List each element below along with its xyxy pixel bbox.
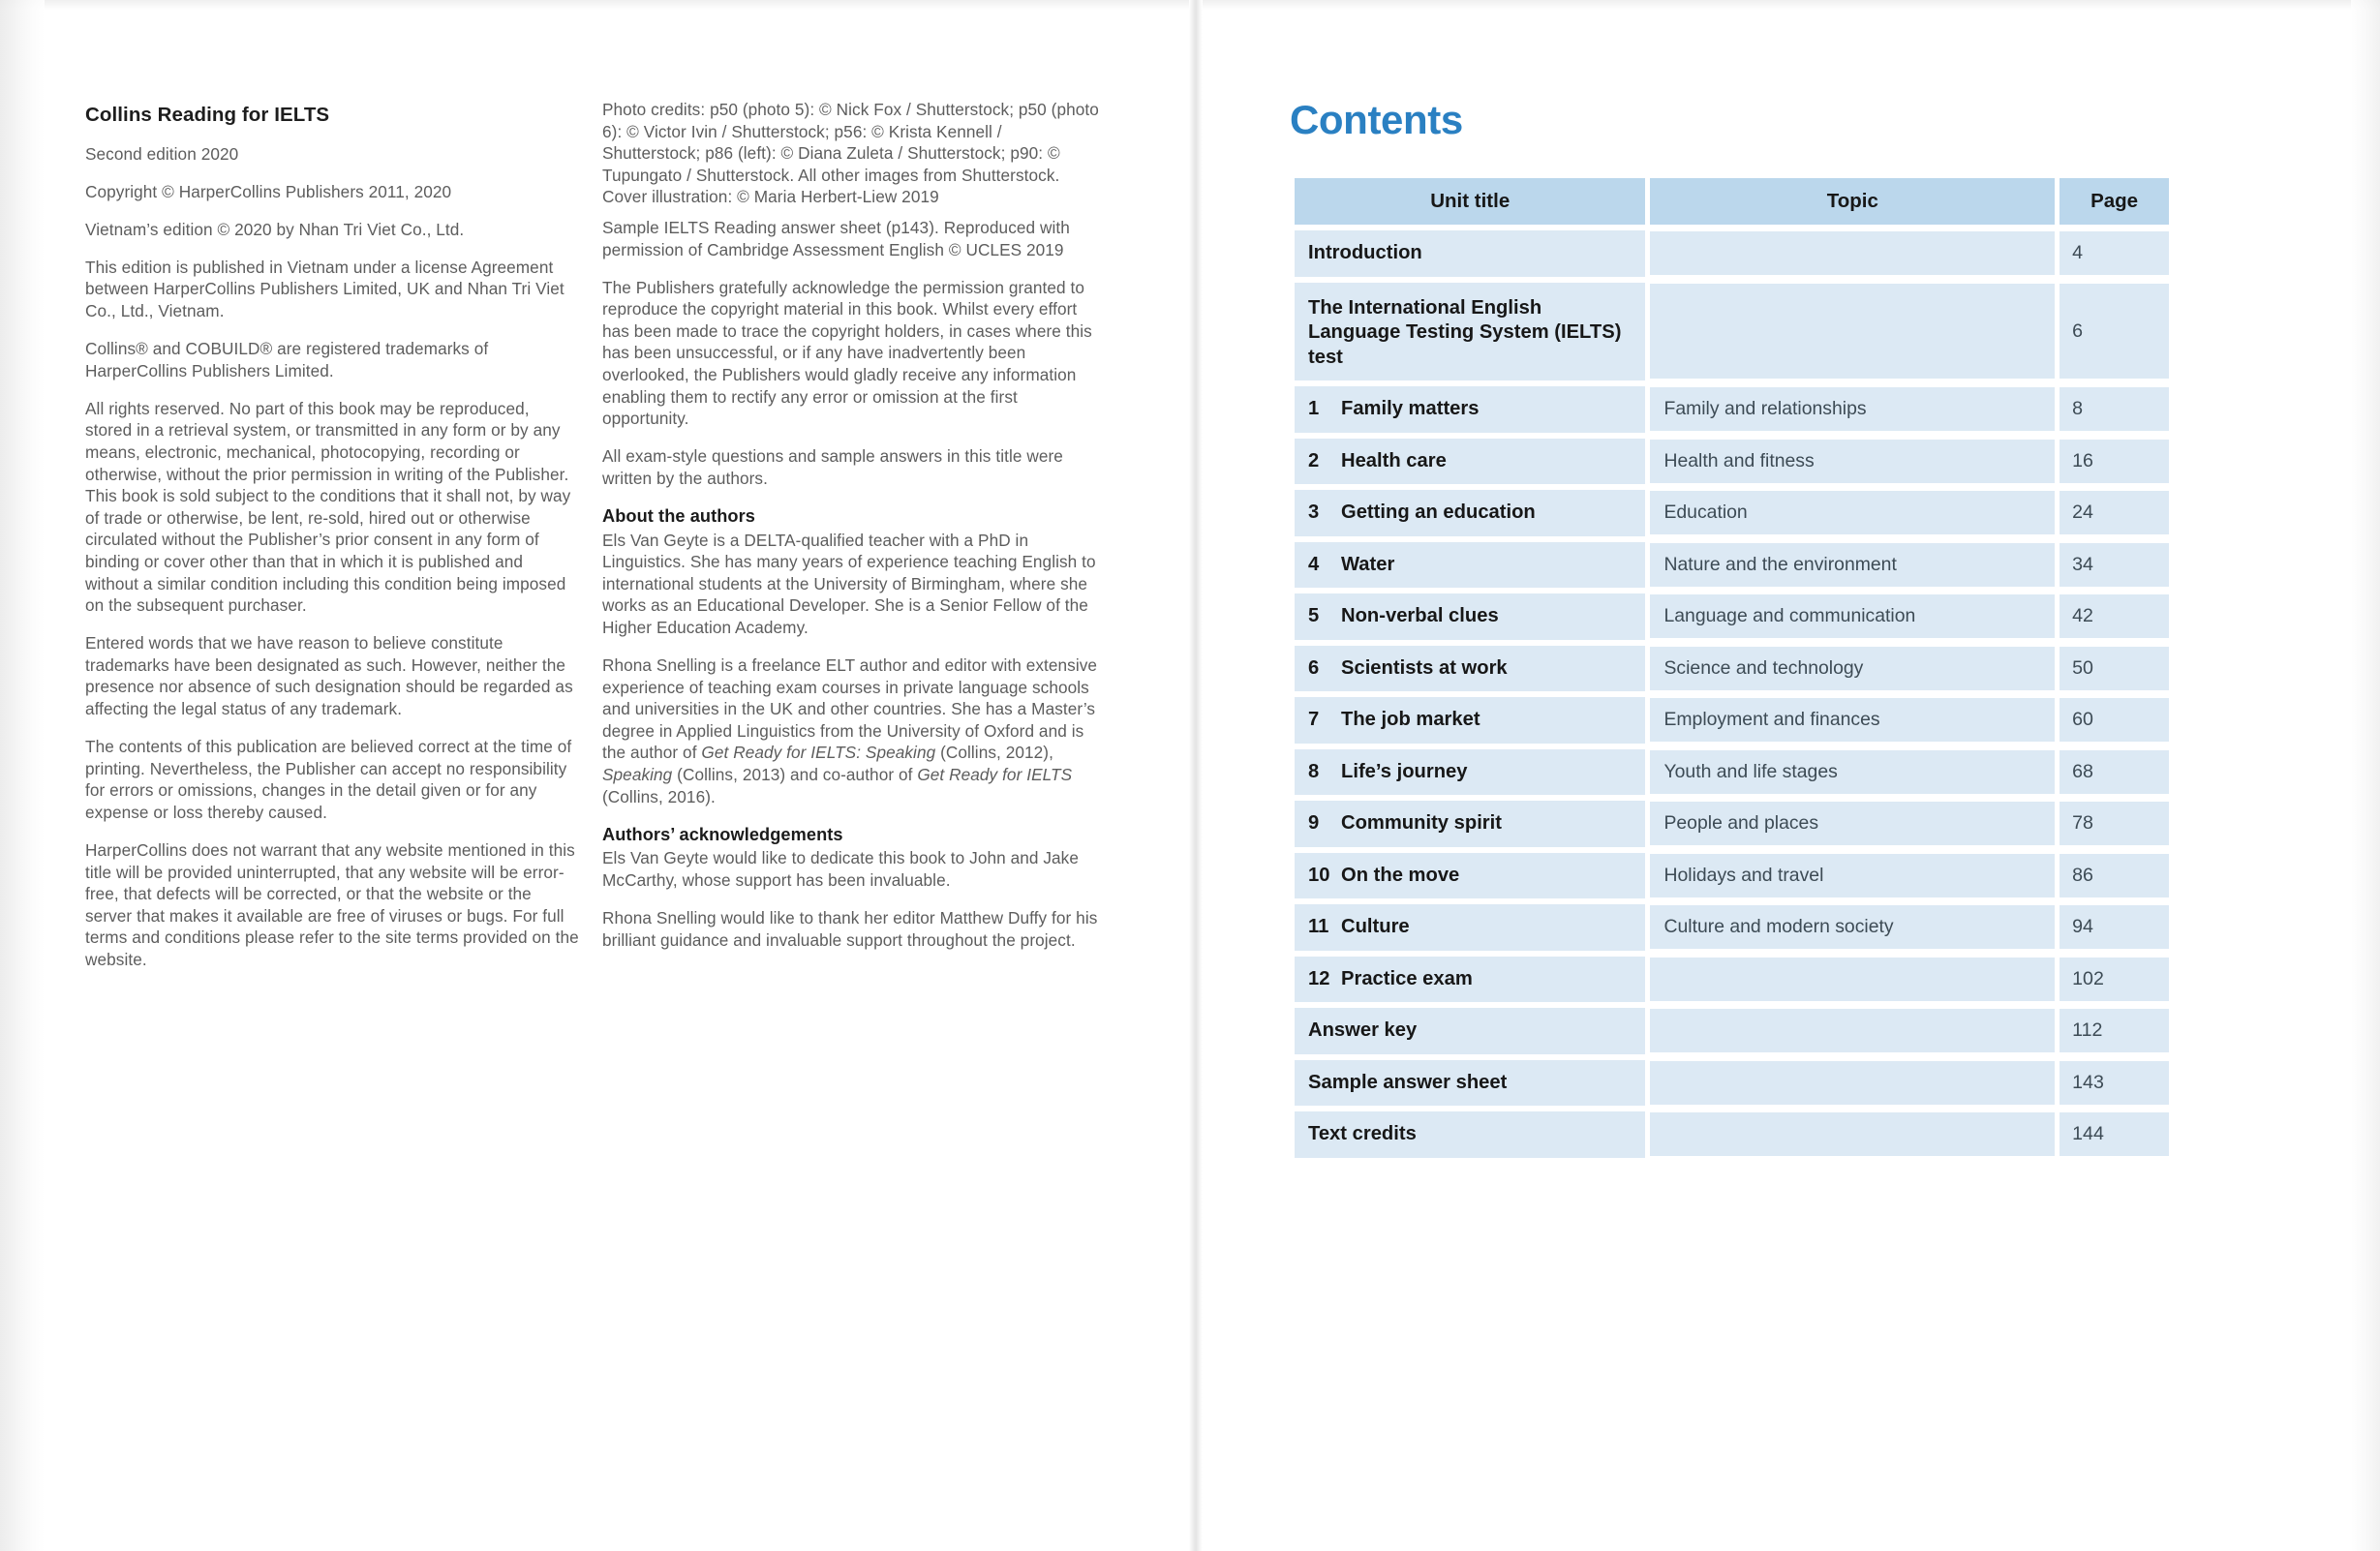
topic-cell [1650, 1009, 2055, 1052]
author-two-bio-text-2: (Collins, 2012), [935, 743, 1053, 763]
topic-cell: Health and fitness [1650, 440, 2055, 483]
page-number: 68 [2060, 750, 2169, 794]
cell-unit-title [1295, 904, 1645, 951]
unit-label: On the move [1341, 864, 1460, 886]
unit-label: Culture [1341, 916, 1410, 937]
unit-title-cell [1295, 593, 1645, 640]
table-row[interactable] [1295, 904, 2169, 951]
page-number: 50 [2060, 647, 2169, 690]
unit-title-cell [1295, 230, 1645, 277]
unit-label: Water [1341, 553, 1395, 575]
cell-topic [1650, 386, 2055, 433]
unit-label: The International English Language Testing System (IELTS) test [1308, 296, 1622, 368]
unit-title-cell [1295, 490, 1645, 536]
unit-number: 12 [1308, 967, 1330, 989]
page-number: 16 [2060, 440, 2169, 483]
book-title-speaking: Speaking [602, 765, 673, 785]
entered-words-paragraph: Entered words that we have reason to believe constitute trademarks have been designated as such. However, neither the presence nor absence of such designation should be regarded as affecting the legal status of any trademark. [85, 633, 573, 719]
page-number: 94 [2060, 905, 2169, 949]
unit-number: 2 [1308, 449, 1320, 471]
cell-page-number [2060, 749, 2169, 796]
cell-topic [1650, 853, 2055, 899]
unit-title-cell [1295, 853, 1645, 899]
book-title-get-ready-ielts: Get Ready for IELTS [917, 765, 1073, 785]
topic-cell: Family and relationships [1650, 387, 2055, 431]
cell-unit-title [1295, 1111, 1645, 1158]
table-row[interactable] [1295, 439, 2169, 485]
table-row[interactable] [1295, 957, 2169, 1003]
page-number: 78 [2060, 802, 2169, 845]
unit-label: Non-verbal clues [1341, 605, 1499, 626]
cell-page-number [2060, 386, 2169, 433]
topic-cell: Science and technology [1650, 647, 2055, 690]
edition-line: Second edition 2020 [85, 143, 239, 164]
cell-unit-title [1295, 490, 1645, 536]
topic-cell [1650, 284, 2055, 379]
copyright-column-two [602, 99, 1104, 967]
photo-credits-paragraph: Photo credits: p50 (photo 5): © Nick Fox / Shutterstock; p50 (photo 6): © Victor Ivin / Shutterstock; p56: © Krista Kennell / Shutterstock; p86 (left): © Diana Zuleta / Shutterstock; p90: © Tupungato / Shutterstock. All other images from Shutterstock. Cover illustration: © Maria Herbert-Liew 2019 [602, 100, 1099, 207]
page-number: 143 [2060, 1061, 2169, 1105]
unit-row-inner [1308, 915, 1632, 940]
cell-unit-title [1295, 542, 1645, 589]
page-number: 60 [2060, 698, 2169, 742]
table-row[interactable] [1295, 230, 2169, 277]
topic-cell: Holidays and travel [1650, 854, 2055, 897]
unit-number: 9 [1308, 812, 1320, 834]
author-two-bio-text-4: (Collins, 2016). [602, 786, 716, 806]
cell-page-number [2060, 439, 2169, 485]
cell-unit-title [1295, 853, 1645, 899]
unit-title-cell [1295, 646, 1645, 692]
unit-title-cell [1295, 1008, 1645, 1054]
table-row[interactable] [1295, 1111, 2169, 1158]
cell-topic [1650, 230, 2055, 277]
all-rights-reserved-paragraph: All rights reserved. No part of this book may be reproduced, stored in a retrieval system, or transmitted in any form or by any means, electronic, mechanical, photocopying, recording or otherwise, without the prior permission in writing of the Publisher. This book is sold subject to the conditions that it shall not, by way of trade or otherwise, be lent, re-sold, hired out or otherwise circulated without the Publisher’s prior consent in any form of binding or cover other than that in which it is published and without a similar condition including this condition being imposed on the subsequent purchaser. [85, 398, 571, 616]
cell-topic [1650, 593, 2055, 640]
acknowledgement-els-van-geyte: Els Van Geyte would like to dedicate this book to John and Jake McCarthy, whose support has been invaluable. [602, 848, 1079, 890]
license-agreement-paragraph: This edition is published in Vietnam under a license Agreement between HarperCollins Publishers Limited, UK and Nhan Tri Viet Co., Ltd., Vietnam. [85, 257, 564, 321]
trademarks-paragraph: Collins® and COBUILD® are registered trademarks of HarperCollins Publishers Limited. [85, 339, 489, 380]
cell-page-number [2060, 593, 2169, 640]
cell-page-number [2060, 490, 2169, 536]
left-page-copyright [45, 10, 1189, 1541]
table-row[interactable] [1295, 697, 2169, 744]
unit-label: Getting an education [1341, 502, 1536, 523]
column-header-page [2060, 178, 2169, 225]
cell-topic [1650, 490, 2055, 536]
table-row[interactable] [1295, 801, 2169, 847]
page-number: 6 [2060, 284, 2169, 379]
cell-unit-title [1295, 646, 1645, 692]
cell-unit-title [1295, 957, 1645, 1003]
cell-topic [1650, 1060, 2055, 1107]
cell-unit-title [1295, 230, 1645, 277]
topic-cell: Youth and life stages [1650, 750, 2055, 794]
topic-cell [1650, 958, 2055, 1001]
cell-unit-title [1295, 593, 1645, 640]
cell-unit-title [1295, 1060, 1645, 1107]
unit-title-cell [1295, 904, 1645, 951]
unit-row-inner [1308, 397, 1632, 422]
cell-topic [1650, 542, 2055, 589]
cell-unit-title [1295, 1008, 1645, 1054]
unit-title-cell [1295, 697, 1645, 744]
cell-topic [1650, 1111, 2055, 1158]
cell-page-number [2060, 957, 2169, 1003]
topic-cell: People and places [1650, 802, 2055, 845]
unit-number: 7 [1308, 709, 1320, 730]
cell-page-number [2060, 853, 2169, 899]
website-warranty-paragraph: HarperCollins does not warrant that any website mentioned in this title will be provided uninterrupted, that any website will be error-free, that defects will be corrected, or that the website or the server that makes it available are free of viruses or bugs. For full terms and conditions please refer to the site terms provided on the website. [85, 840, 579, 969]
cell-page-number [2060, 697, 2169, 744]
cell-topic [1650, 801, 2055, 847]
acknowledgement-rhona-snelling: Rhona Snelling would like to thank her editor Matthew Duffy for his brilliant guidance and invaluable support throughout the project. [602, 908, 1098, 950]
unit-label: Introduction [1308, 242, 1422, 263]
topic-cell [1650, 1061, 2055, 1105]
unit-title-cell [1295, 749, 1645, 796]
cell-page-number [2060, 1060, 2169, 1107]
page-number: 144 [2060, 1112, 2169, 1156]
unit-label: The job market [1341, 709, 1480, 730]
cell-unit-title [1295, 283, 1645, 381]
scan-edge-right [2351, 0, 2380, 1551]
unit-number: 10 [1308, 864, 1330, 886]
unit-row-inner [1308, 656, 1632, 682]
right-page-contents [1203, 10, 2351, 1541]
unit-row-inner [1308, 501, 1632, 526]
exam-style-questions-paragraph: All exam-style questions and sample answers in this title were written by the authors. [602, 446, 1063, 488]
book-title-get-ready-speaking: Get Ready for IELTS: Speaking [701, 743, 936, 763]
topic-cell: Education [1650, 491, 2055, 534]
cell-unit-title [1295, 749, 1645, 796]
unit-title-cell [1295, 283, 1645, 381]
column-header-unit-title [1295, 178, 1645, 225]
sample-answer-sheet-credit: Sample IELTS Reading answer sheet (p143). Reproduced with permission of Cambridge Assessment English © UCLES 2019 [602, 217, 1070, 259]
unit-label: Sample answer sheet [1308, 1071, 1508, 1093]
page-number: 24 [2060, 491, 2169, 534]
unit-number: 1 [1308, 398, 1320, 419]
table-row[interactable] [1295, 542, 2169, 589]
page-number: 112 [2060, 1009, 2169, 1052]
table-row[interactable] [1295, 646, 2169, 692]
table-row[interactable] [1295, 1060, 2169, 1107]
cell-page-number [2060, 1111, 2169, 1158]
cell-page-number [2060, 646, 2169, 692]
cell-topic [1650, 697, 2055, 744]
unit-title-cell [1295, 801, 1645, 847]
vietnam-edition-line: Vietnam’s edition © 2020 by Nhan Tri Viet Co., Ltd. [85, 219, 465, 239]
unit-title-cell [1295, 957, 1645, 1003]
contents-correct-paragraph: The contents of this publication are believed correct at the time of printing. Nevertheless, the Publisher can accept no responsibility for errors or omissions, changes in the detail given or for any expense or loss thereby caused. [85, 737, 572, 822]
unit-label: Text credits [1308, 1123, 1417, 1144]
unit-number: 11 [1308, 916, 1329, 937]
unit-row-inner [1308, 708, 1632, 733]
unit-label: Health care [1341, 449, 1447, 471]
column-header-page-label: Page [2060, 178, 2169, 225]
column-header-unit-title-label: Unit title [1295, 178, 1645, 225]
table-row[interactable] [1295, 386, 2169, 433]
page-number: 42 [2060, 594, 2169, 638]
cell-page-number [2060, 230, 2169, 277]
page-number: 8 [2060, 387, 2169, 431]
cell-page-number [2060, 904, 2169, 951]
author-two-bio-text-3: (Collins, 2013) and co-author of [672, 765, 918, 785]
table-row[interactable] [1295, 593, 2169, 640]
cell-unit-title [1295, 697, 1645, 744]
page-title: Contents [1290, 97, 1463, 142]
cell-unit-title [1295, 439, 1645, 485]
table-row[interactable] [1295, 490, 2169, 536]
cell-unit-title [1295, 801, 1645, 847]
topic-cell [1650, 1112, 2055, 1156]
column-header-topic-label: Topic [1650, 178, 2055, 225]
cell-page-number [2060, 1008, 2169, 1054]
unit-number: 5 [1308, 605, 1320, 626]
unit-row-inner [1308, 604, 1632, 629]
unit-title-cell [1295, 1060, 1645, 1107]
unit-number: 3 [1308, 502, 1320, 523]
page-gutter [1189, 0, 1203, 1551]
cell-topic [1650, 904, 2055, 951]
unit-title-cell [1295, 1111, 1645, 1158]
topic-cell: Nature and the environment [1650, 543, 2055, 587]
topic-cell: Culture and modern society [1650, 905, 2055, 949]
contents-table [1290, 172, 2174, 1164]
table-row[interactable] [1295, 749, 2169, 796]
unit-label: Community spirit [1341, 812, 1502, 834]
page-number: 102 [2060, 958, 2169, 1001]
cell-topic [1650, 283, 2055, 381]
table-row[interactable] [1295, 1008, 2169, 1054]
topic-cell: Employment and finances [1650, 698, 2055, 742]
unit-title-cell [1295, 542, 1645, 589]
cell-unit-title [1295, 386, 1645, 433]
unit-row-inner [1308, 864, 1632, 889]
cell-page-number [2060, 542, 2169, 589]
cell-page-number [2060, 801, 2169, 847]
author-one-bio: Els Van Geyte is a DELTA-qualified teacher with a PhD in Linguistics. She has many years of experience teaching English to international students at the University of Birmingham, where she works as an Educational Developer. She is a Senior Fellow of the Higher Education Academy. [602, 530, 1096, 637]
copyright-line: Copyright © HarperCollins Publishers 2011, 2020 [85, 181, 452, 201]
unit-row-inner [1308, 449, 1632, 474]
unit-label: Scientists at work [1341, 656, 1508, 679]
unit-number: 4 [1308, 553, 1320, 575]
topic-cell: Language and communication [1650, 594, 2055, 638]
page-number: 34 [2060, 543, 2169, 587]
unit-row-inner [1308, 811, 1632, 836]
imprint-title: Collins Reading for IELTS [85, 104, 330, 126]
unit-row-inner [1308, 967, 1632, 992]
scan-edge-left [0, 0, 45, 1551]
unit-title-cell [1295, 386, 1645, 433]
cell-topic [1650, 439, 2055, 485]
cell-page-number [2060, 283, 2169, 381]
cell-topic [1650, 646, 2055, 692]
table-header-row [1295, 178, 2169, 225]
permission-acknowledgement-paragraph: The Publishers gratefully acknowledge the permission granted to reproduce the copyright material in this book. Whilst every effort has been made to trace the copyright holders, in cases where this has been unsuccessful, or if any have inadvertently been overlooked, the Publishers would gladly receive any information enabling them to rectify any error or omission at the first opportunity. [602, 277, 1092, 429]
author-two-bio-text-1: Rhona Snelling is a freelance ELT author and editor with extensive experience of teaching exam courses in private language schools and universities in the UK and other countries. She has a Master’s degree in Applied Linguistics from the University of Oxford and is the author of [602, 655, 1098, 763]
unit-label: Answer key [1308, 1019, 1418, 1041]
unit-title-cell [1295, 439, 1645, 485]
unit-label: Life’s journey [1341, 760, 1468, 782]
unit-row-inner [1308, 760, 1632, 785]
table-row[interactable] [1295, 283, 2169, 381]
table-row[interactable] [1295, 853, 2169, 899]
unit-label: Practice exam [1341, 967, 1473, 989]
copyright-column-one [85, 105, 579, 987]
contents-table-body [1295, 230, 2169, 1158]
cell-topic [1650, 1008, 2055, 1054]
unit-number: 6 [1308, 656, 1320, 679]
unit-number: 8 [1308, 760, 1320, 782]
page-number: 86 [2060, 854, 2169, 897]
author-two-bio [602, 654, 1104, 807]
about-the-authors-heading: About the authors [602, 506, 755, 526]
unit-label: Family matters [1341, 398, 1480, 419]
column-header-topic [1650, 178, 2055, 225]
page-number: 4 [2060, 231, 2169, 275]
topic-cell [1650, 231, 2055, 275]
cell-topic [1650, 749, 2055, 796]
authors-acknowledgements-heading: Authors’ acknowledgements [602, 824, 843, 844]
cell-topic [1650, 957, 2055, 1003]
unit-row-inner [1308, 553, 1632, 578]
